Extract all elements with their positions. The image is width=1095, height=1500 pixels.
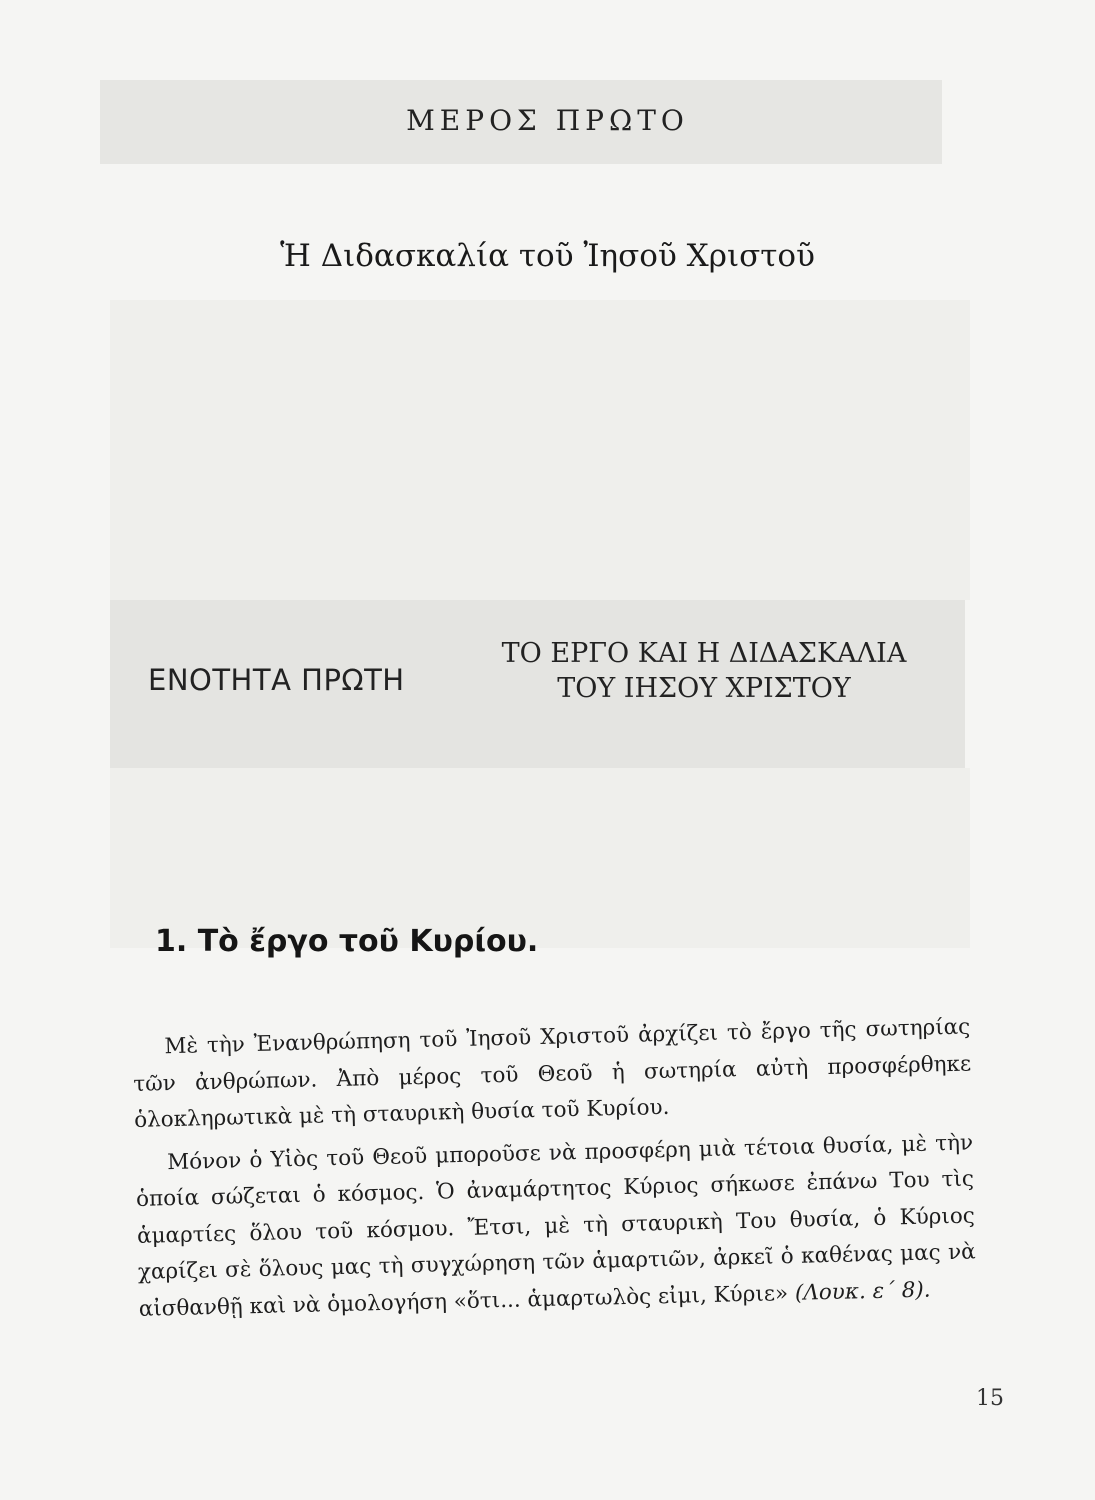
body-text <box>132 1010 977 1334</box>
part-title: ΜΕΡΟΣ ΠΡΩΤΟ <box>406 104 689 137</box>
section-heading: 1. Τὸ ἔργο τοῦ Κυρίου. <box>155 924 539 959</box>
subtitle: Ἡ Διδασκαλία τοῦ Ἰησοῦ Χριστοῦ <box>280 238 815 274</box>
paragraph-text: Μόνον ὁ Υἱὸς τοῦ Θεοῦ μποροῦσε νὰ προσφέρη μιὰ τέτοια θυσία, μὲ τὴν ὁποία σώζεται ὁ κόσμος. Ὁ ἀναμάρτητος Κύριος σήκωσε ἐπάνω Του τὶς ἁμαρτίες ὅλου τοῦ κόσμου. Ἔτσι, μὲ τὴ σταυρικὴ Του θυσία, ὁ Κύριος χαρίζει σὲ ὅλους μας τὴ συγχώρηση τῶν ἁμαρτιῶν, ἀρκεῖ ὁ καθένας μας νὰ αἰσθανθῇ καὶ νὰ ὁμολογήση «ὅτι... ἁμαρτωλὸς εἰμι, Κύριε» <box>135 1129 976 1322</box>
scripture-reference: (Λουκ. ε΄ 8). <box>794 1277 931 1306</box>
scan-shadow <box>110 300 970 600</box>
unit-title-line1: ΤΟ ΕΡΓΟ ΚΑΙ Η ΔΙΔΑΣΚΑΛΙΑ <box>501 638 907 669</box>
scan-shadow <box>110 768 970 948</box>
unit-title <box>474 636 934 706</box>
paragraph <box>135 1125 977 1328</box>
unit-label: ΕΝΟΤΗΤΑ ΠΡΩΤΗ <box>148 663 405 697</box>
unit-title-line2: ΤΟΥ ΙΗΣΟΥ ΧΡΙΣΤΟΥ <box>557 673 851 704</box>
paragraph: Μὲ τὴν Ἐνανθρώπηση τοῦ Ἰησοῦ Χριστοῦ ἀρχίζει τὸ ἔργο τῆς σωτηρίας τῶν ἀνθρώπων. Ἀπὸ μέρος τοῦ Θεοῦ ἡ σωτηρία αὐτὴ προσφέρθηκε ὁλοκληρωτικὰ μὲ τὴ σταυρικὴ θυσία τοῦ Κυρίου. <box>133 1014 972 1133</box>
page-number: 15 <box>976 1386 1004 1411</box>
